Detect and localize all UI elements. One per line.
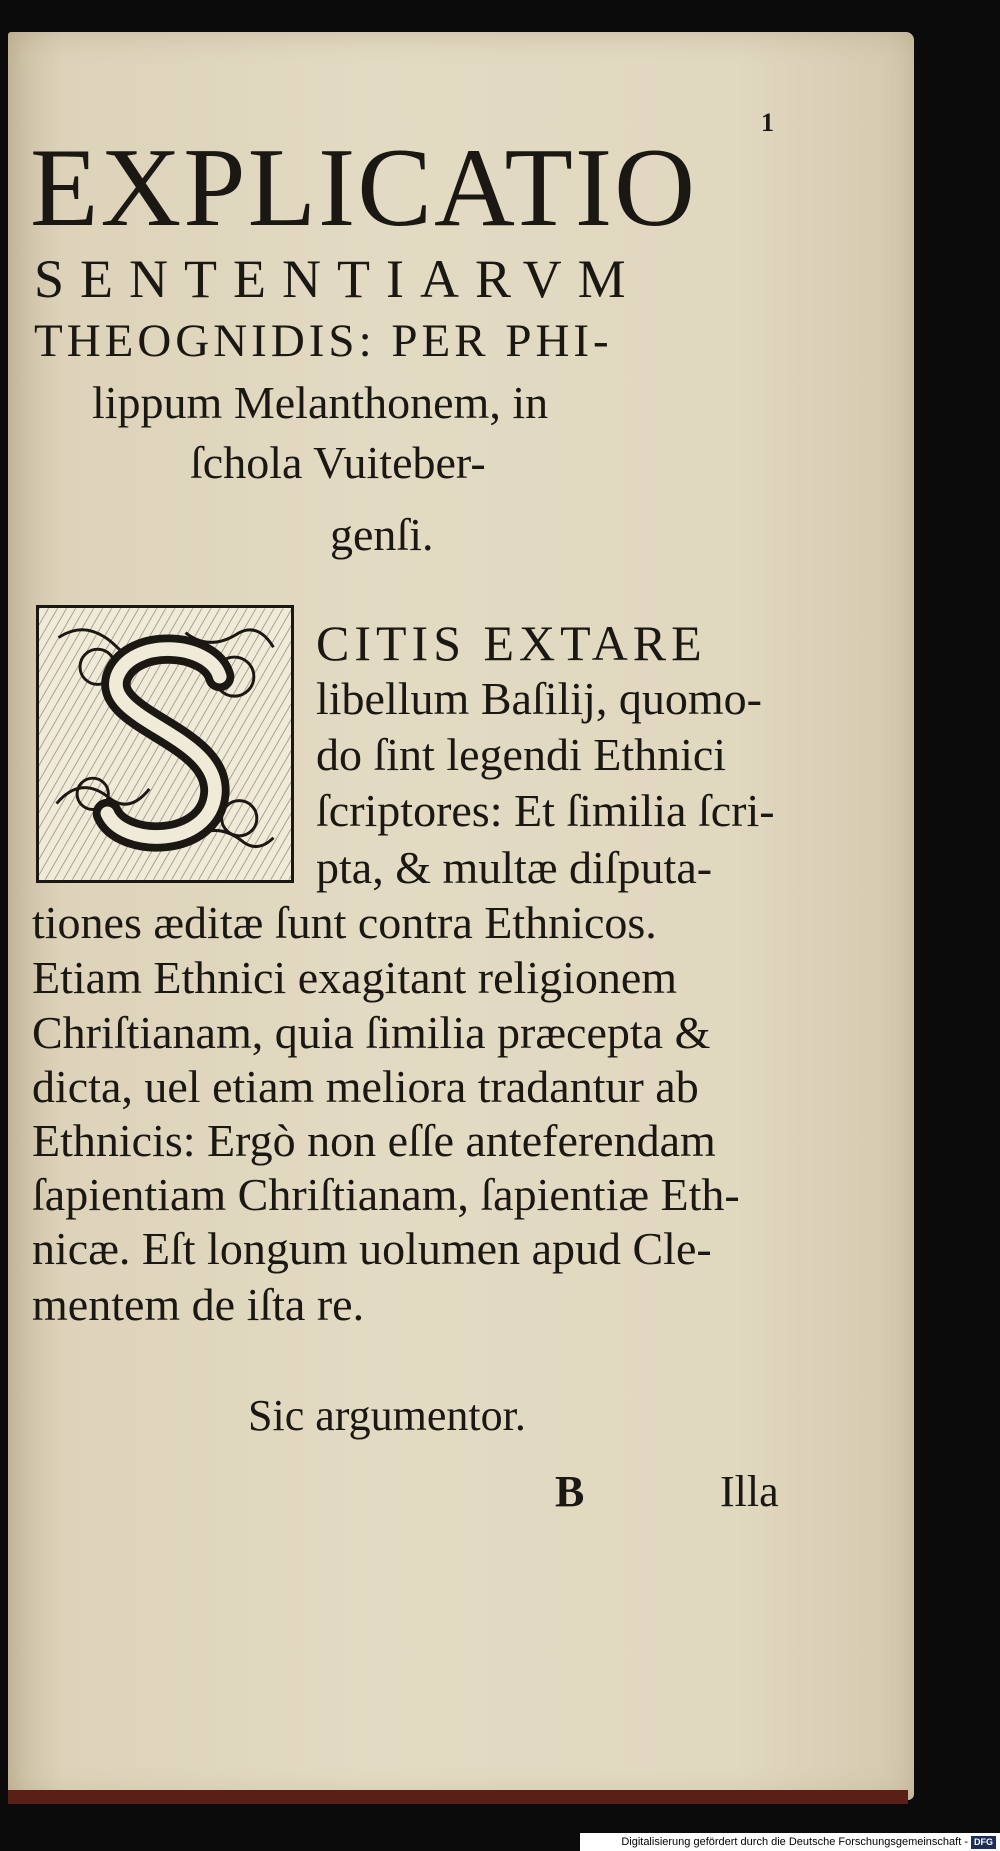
body-line: mentem de iſta re. <box>32 1279 365 1330</box>
body-line: ſapientiam Chriſtianam, ſapientiæ Eth- <box>32 1169 740 1220</box>
digitization-footer <box>580 1833 1000 1851</box>
folio-number: 1 <box>761 108 774 137</box>
body-line: libellum Baſilij, quomo- <box>316 673 762 724</box>
body-line: tiones æditæ ſunt contra Ethnicos. <box>32 897 657 948</box>
body-line: Chriſtianam, quia ſimilia præcepta & <box>32 1007 711 1058</box>
body-line: Etiam Ethnici exagitant religionem <box>32 952 678 1003</box>
body-line: pta, & multæ diſputa- <box>316 842 713 893</box>
body-line: ſcriptores: Et ſimilia ſcri- <box>316 785 775 836</box>
heading-line-5: ſchola Vuiteber- <box>190 437 486 488</box>
body-line: Ethnicis: Ergò non eſſe anteferendam <box>32 1115 716 1166</box>
catchword: Illa <box>720 1467 779 1516</box>
body-line: nicæ. Eſt longum uolumen apud Cle- <box>32 1223 712 1274</box>
signature-mark: B <box>555 1467 585 1516</box>
heading-line-2: SENTENTIARVM <box>34 249 642 309</box>
footer-text: Digitalisierung gefördert durch die Deutsche Forschungsgemeinschaft - <box>621 1836 968 1848</box>
closing-line: Sic argumentor. <box>248 1391 526 1440</box>
dfg-logo-icon: DFG <box>971 1836 996 1849</box>
body-line: CITIS EXTARE <box>316 615 707 671</box>
heading-line-1: EXPLICATIO <box>30 126 698 250</box>
heading-line-6: genſi. <box>330 509 434 560</box>
heading-line-4: lippum Melanthonem, in <box>92 377 549 428</box>
body-line: dicta, uel etiam meliora tradantur ab <box>32 1061 699 1112</box>
svg-text:S: S <box>164 871 166 873</box>
decorated-initial-s-icon <box>39 608 291 880</box>
decorated-initial <box>36 605 294 883</box>
heading-line-3: THEOGNIDIS: PER PHI- <box>34 315 613 367</box>
page-edge <box>8 1790 908 1804</box>
body-line: do ſint legendi Ethnici <box>316 729 727 780</box>
